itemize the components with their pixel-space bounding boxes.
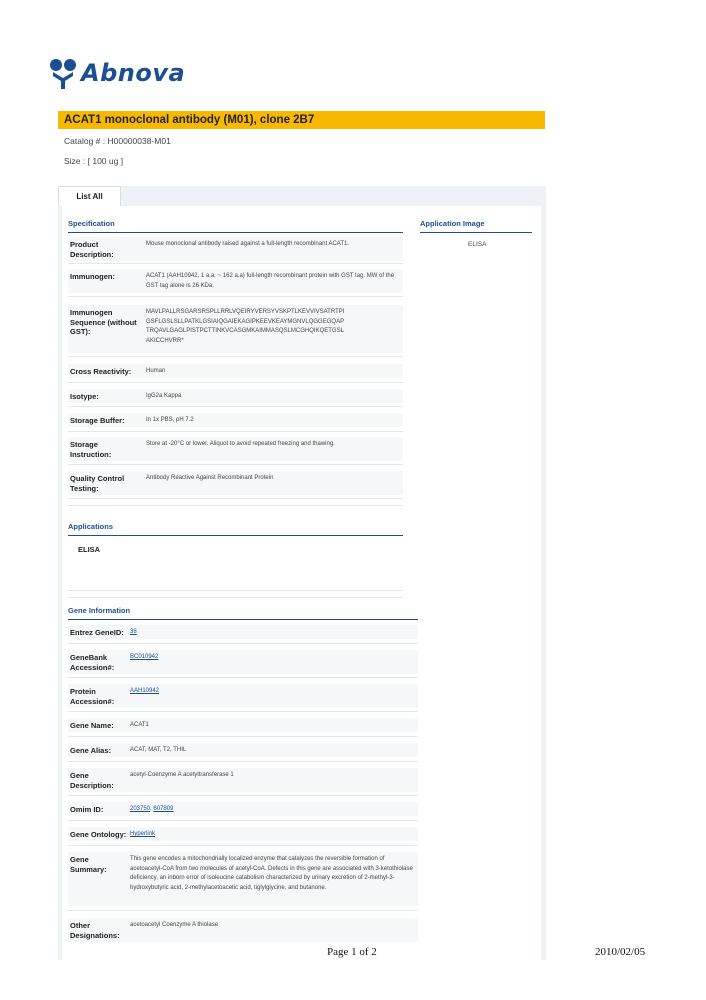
abnova-logo bbox=[47, 56, 185, 90]
spec-label: Immunogen Sequence (without GST): bbox=[70, 308, 137, 336]
gene-value: ACAT1 bbox=[130, 722, 149, 728]
spec-value: Antibody Reactive Against Recombinant Protein bbox=[146, 475, 274, 481]
application-image-label: ELISA bbox=[468, 241, 487, 248]
protein-accession-link[interactable]: AAH10942 bbox=[130, 688, 160, 694]
spec-row bbox=[68, 437, 403, 461]
gene-value: acetoacetyl Coenzyme A thiolase bbox=[130, 922, 219, 928]
tab-list-all[interactable]: List All bbox=[58, 186, 121, 206]
omim-link-1[interactable]: 203750 bbox=[130, 806, 151, 812]
brand-name: Abnova bbox=[81, 59, 186, 87]
gene-label: Gene Alias: bbox=[70, 746, 111, 755]
spec-row bbox=[68, 237, 403, 261]
gene-row bbox=[68, 625, 418, 639]
gene-row bbox=[68, 718, 418, 732]
entrez-geneid-link[interactable]: 38 bbox=[130, 629, 137, 635]
catalog-number: Catalog # : H00000038-M01 bbox=[64, 136, 171, 146]
print-date: 2010/02/05 bbox=[595, 946, 646, 958]
spec-row bbox=[68, 413, 403, 427]
application-image-heading: Application Image bbox=[420, 219, 532, 233]
spec-row bbox=[68, 269, 403, 293]
gene-label: Gene Description: bbox=[70, 771, 114, 790]
spec-row bbox=[68, 305, 403, 353]
gene-row bbox=[68, 743, 418, 757]
product-title: ACAT1 monoclonal antibody (M01), clone 2B7 bbox=[58, 111, 545, 129]
gene-value: ACAT, MAT, T2, THIL bbox=[130, 747, 187, 753]
spec-value: Mouse monoclonal antibody raised against a full-length recombinant ACAT1. bbox=[146, 241, 350, 247]
gene-label: Gene Summary: bbox=[70, 855, 107, 874]
gene-row bbox=[68, 768, 418, 792]
gene-row bbox=[68, 852, 418, 906]
gene-label: GeneBank Accession#: bbox=[70, 653, 115, 672]
gene-label: Omim ID: bbox=[70, 805, 104, 814]
gene-label: Protein Accession#: bbox=[70, 687, 115, 706]
applications-value: ELISA bbox=[78, 545, 101, 554]
abnova-logo-icon bbox=[47, 56, 79, 90]
gene-row bbox=[68, 684, 418, 708]
spec-row bbox=[68, 364, 403, 378]
spec-label: Quality Control Testing: bbox=[70, 474, 125, 493]
gene-label: Other Designations: bbox=[70, 921, 120, 940]
gene-row bbox=[68, 802, 418, 816]
spec-value: Store at -20°C or lower. Aliquot to avoid repeated freezing and thawing. bbox=[146, 441, 335, 447]
applications-heading: Applications bbox=[68, 522, 403, 536]
spec-label: Immunogen: bbox=[70, 272, 115, 281]
product-size: Size : [ 100 ug ] bbox=[64, 156, 124, 166]
spec-value: ACAT1 (AAH10942, 1 a.a. ~ 162 a.a) full-length recombinant protein with GST tag. MW of the GST tag alone is 26 KDa. bbox=[146, 273, 395, 289]
spec-value: In 1x PBS, pH 7.2 bbox=[146, 417, 194, 423]
spec-label: Isotype: bbox=[70, 392, 99, 401]
spec-label: Cross Reactivity: bbox=[70, 367, 132, 376]
gene-row bbox=[68, 827, 418, 841]
gene-ontology-link[interactable]: Hyperlink bbox=[130, 831, 156, 837]
spec-label: Storage Instruction: bbox=[70, 440, 112, 459]
gene-row bbox=[68, 650, 418, 674]
gene-row bbox=[68, 918, 418, 942]
gene-label: Gene Name: bbox=[70, 721, 114, 730]
spec-value: MAVLPALLRSGARSRSPLLRRLVQEIRYVERSYVSKPTLKEVVIVSATRTPIGSFLGSLSLLPATKLGSIAIQGAIEKAGIPKEEVKEAYMGNVLQGGEGQAPTRQAVLGAGLPISTPCTTINKVCASGMKAIMMASQSLMCGHQIKQETGSLAKICCHVRR* bbox=[146, 309, 345, 344]
spec-row bbox=[68, 389, 403, 403]
gene-label: Gene Ontology: bbox=[70, 830, 127, 839]
spec-value: IgG2a Kappa bbox=[146, 393, 182, 399]
spec-label: Storage Buffer: bbox=[70, 416, 125, 425]
omim-link-2[interactable]: 607809 bbox=[153, 806, 174, 812]
page-number: Page 1 of 2 bbox=[327, 946, 377, 958]
gene-value: acetyl-Coenzyme A acetyltransferase 1 bbox=[130, 772, 234, 778]
specification-heading: Specification bbox=[68, 219, 403, 233]
gene-information-heading: Gene Information bbox=[68, 606, 418, 620]
spec-label: Product Description: bbox=[70, 240, 114, 259]
omim-separator: , bbox=[150, 806, 154, 812]
gene-label: Entrez GeneID: bbox=[70, 628, 124, 637]
gene-summary-value: This gene encodes a mitochondrially localized enzyme that catalyzes the reversible formation of acetoacetyl-CoA from two molecules of acetyl-CoA. Defects in this gene are associated with 3-ketothiolase deficiency, an inborn error of isoleucine catabolism characterized by urinary excretion of 2-methyl-3-hydroxybutyric acid, 2-methylacetoacetic acid, tiglylglycine, and butanone. bbox=[130, 856, 413, 891]
spec-row bbox=[68, 471, 403, 495]
genebank-link[interactable]: BC010942 bbox=[130, 654, 159, 660]
spec-value: Human bbox=[146, 368, 166, 374]
